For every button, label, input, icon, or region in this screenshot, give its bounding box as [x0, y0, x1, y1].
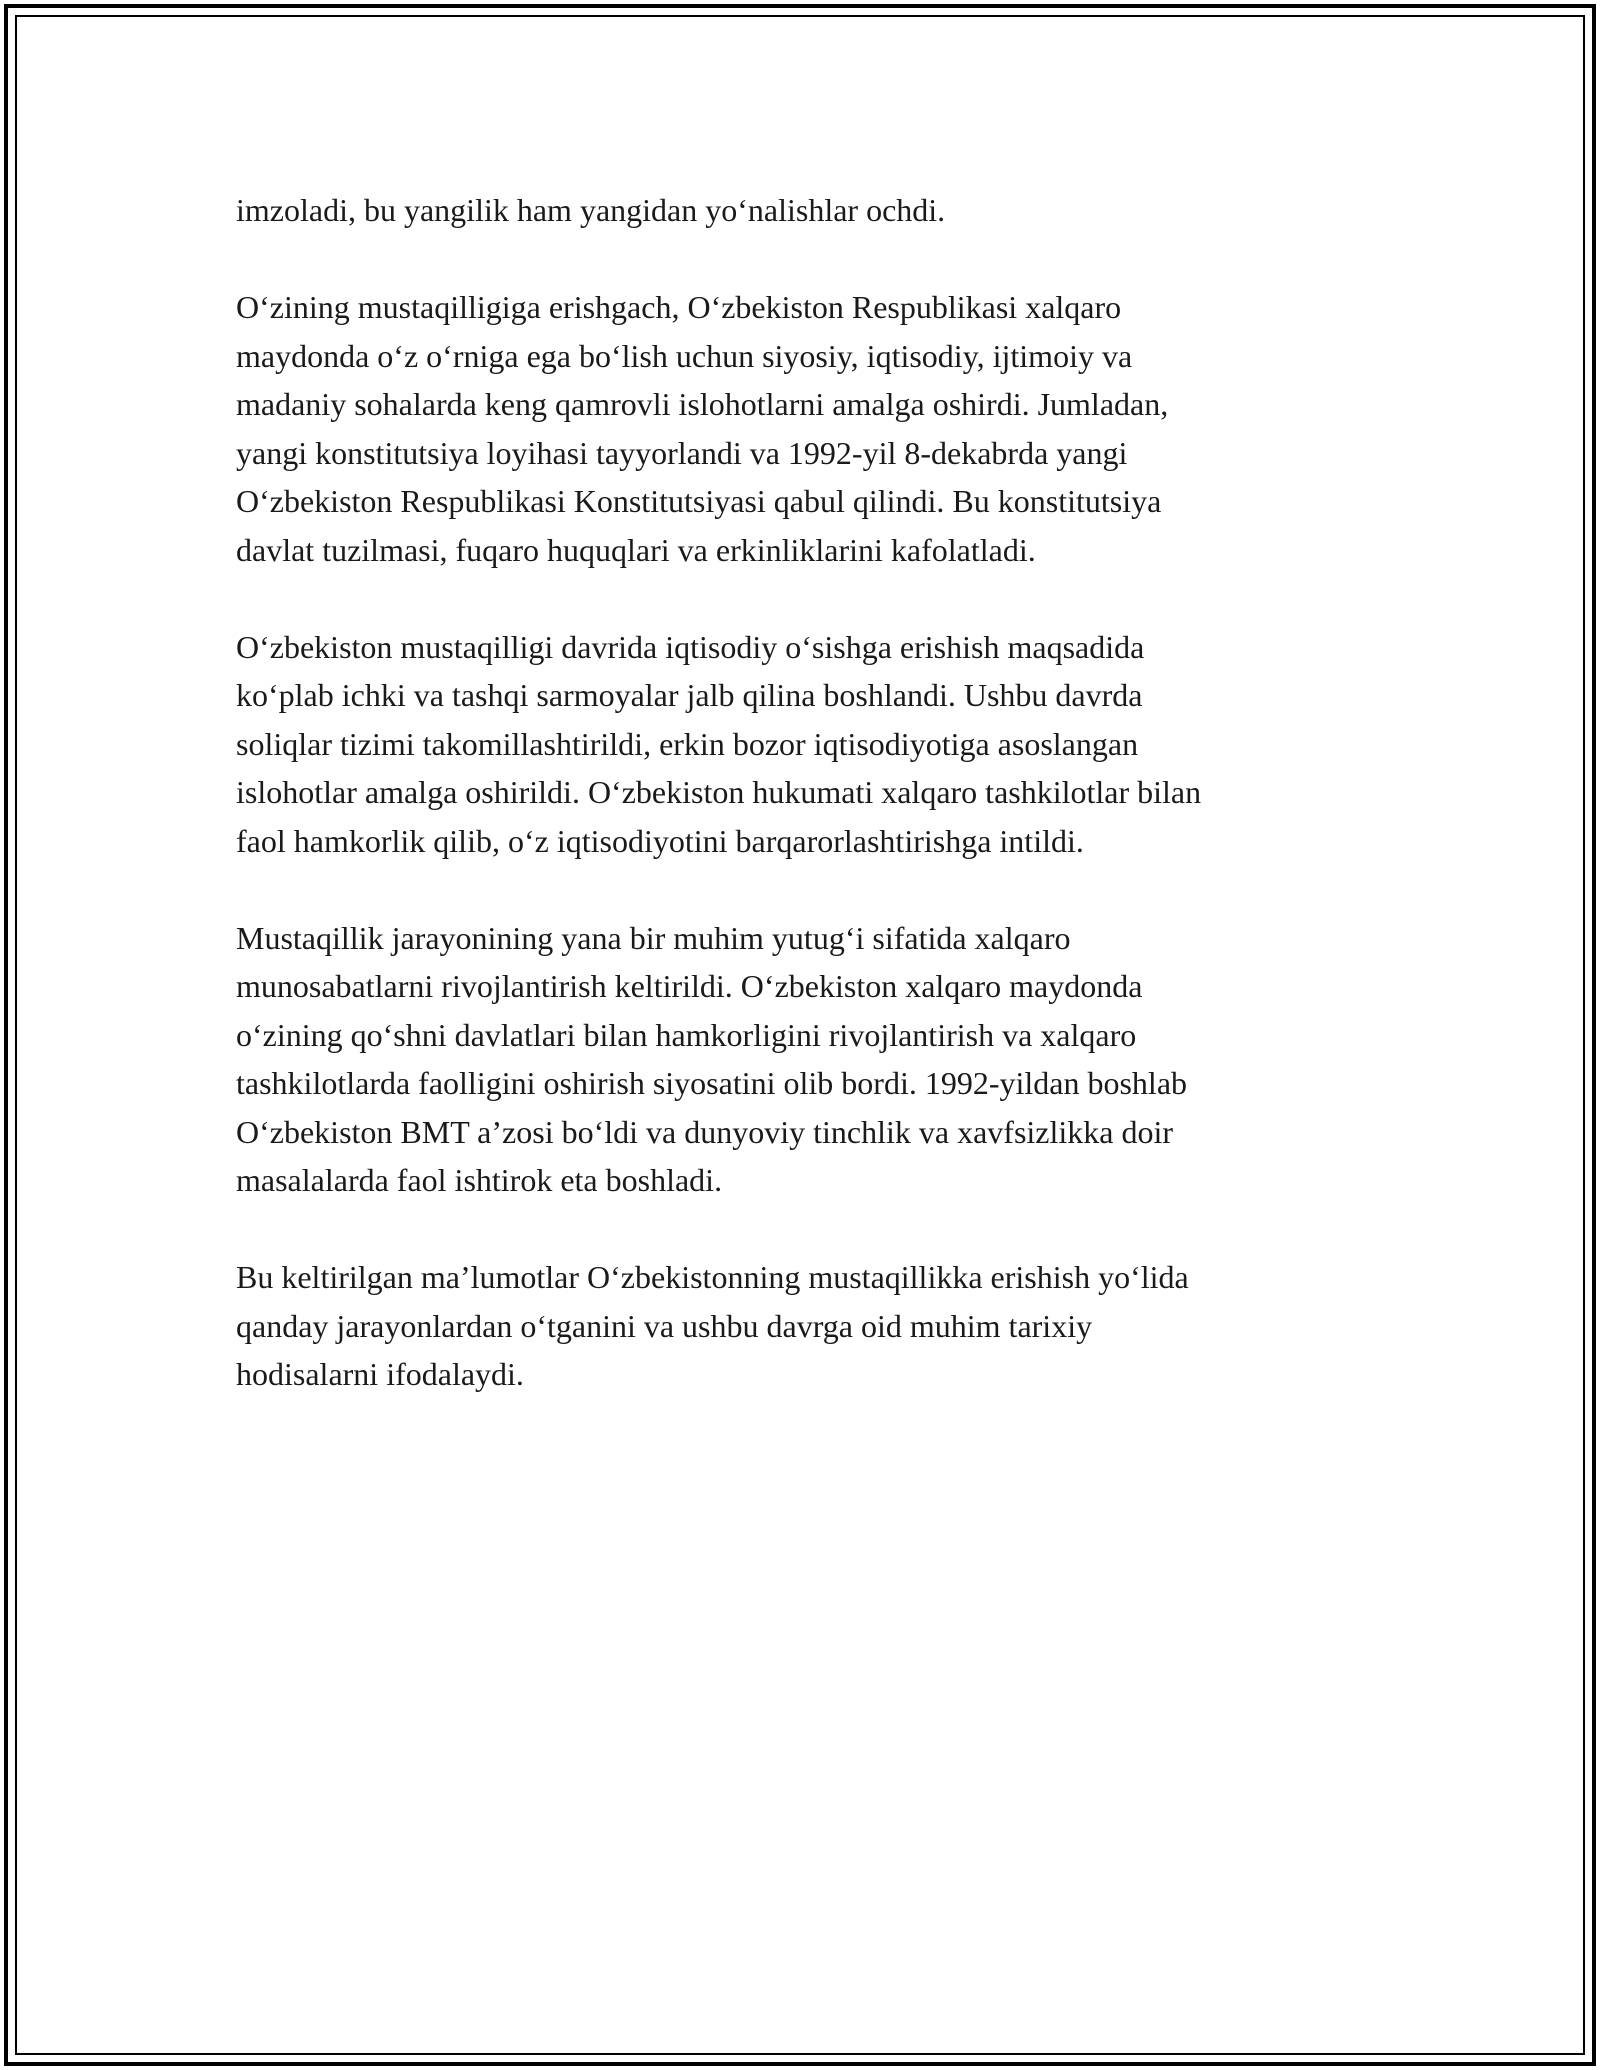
paragraph-reforms-constitution: O‘zining mustaqilligiga erishgach, O‘zbekiston Respublikasi xalqaro maydonda o‘z o‘rniga ega bo‘lish uchun siyosiy, iqtisodiy, ijtimoiy va madaniy sohalarda keng qamrovli islohotlarni amalga oshirdi. Jumladan, yangi konstitutsiya loyihasi tayyorlandi va 1992-yil 8-dekabrda yangi O‘zbekiston Respublikasi Konstitutsiyasi qabul qilindi. Bu konstitutsiya davlat tuzilmasi, fuqaro huquqlari va erkinliklarini kafolatladi.	[236, 289, 1169, 568]
paragraph-economic-growth: O‘zbekiston mustaqilligi davrida iqtisodiy o‘sishga erishish maqsadida ko‘plab ichki va tashqi sarmoyalar jalb qilina boshlandi. Ushbu davrda soliqlar tizimi takomillashtirildi, erkin bozor iqtisodiyotiga asoslangan islohotlar amalga oshirildi. O‘zbekiston hukumati xalqaro tashkilotlar bilan faol hamkorlik qilib, o‘z iqtisodiyotini barqarorlashtirishga intildi.	[236, 628, 1202, 859]
paragraph-international-relations: Mustaqillik jarayonining yana bir muhim yutug‘i sifatida xalqaro munosabatlarni rivojlantirish keltirildi. O‘zbekiston xalqaro maydonda o‘zining qo‘shni davlatlari bilan hamkorligini rivojlantirish va xalqaro tashkilotlarda faolligini oshirish siyosatini olib bordi. 1992-yildan boshlab O‘zbekiston BMT a’zosi bo‘ldi va dunyoviy tinchlik va xavfsizlikka doir masalalarda faol ishtirok eta boshladi.	[236, 919, 1188, 1198]
paragraph-signing-continuation: imzoladi, bu yangilik ham yangidan yo‘nalishlar ochdi.	[236, 192, 946, 228]
document-body	[236, 186, 1366, 1447]
paragraph-conclusion: Bu keltirilgan ma’lumotlar O‘zbekistonning mustaqillikka erishish yo‘lida qanday jarayonlardan o‘tganini va ushbu davrga oid muhim tarixiy hodisalarni ifodalaydi.	[236, 1259, 1189, 1392]
